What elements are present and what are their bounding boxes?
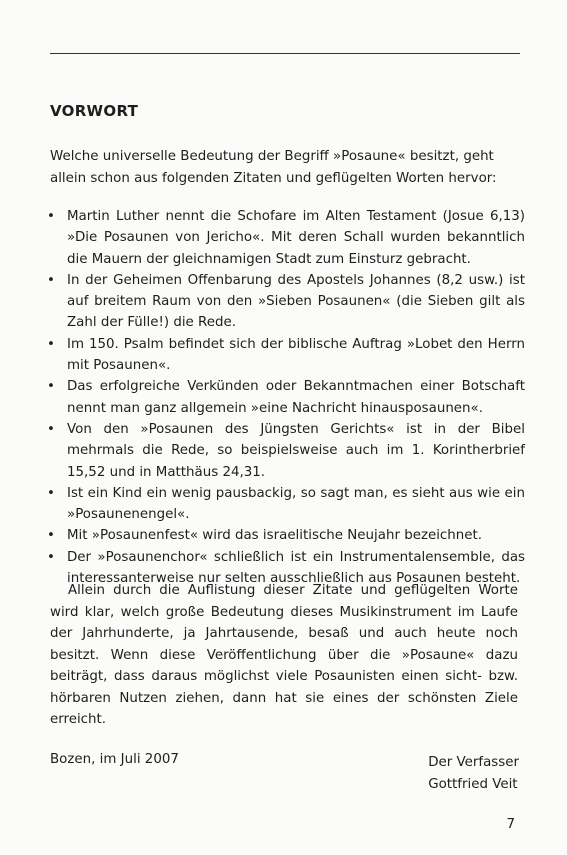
signature-block [428,752,519,796]
top-rule [50,53,520,54]
bullet-icon: • [47,272,55,288]
list-item [47,376,525,419]
list-item [47,483,525,526]
list-item-text: Das erfolgreiche Verkünden oder Bekanntmachen einer Botschaft nennt man ganz allgemein »eine Nachricht hinausposaunen«. [67,379,525,416]
page-number: 7 [506,817,515,832]
bullet-icon: • [47,209,55,224]
list-item [47,270,525,334]
list-item-text: Mit »Posaunenfest« wird das israelitische Neujahr bezeichnet. [67,528,483,544]
list-item [47,334,525,377]
bullet-icon: • [47,336,55,352]
bullet-icon: • [47,485,55,501]
closing-paragraph: Allein durch die Auflistung dieser Zitate und geflügelten Worte wird klar, welch große Bedeutung dieses Musikinstrument im Laufe der Jahrhunderte, ja Jahrtausende, besaß und auch heute noch besitzt. Wenn diese Veröffentlichung über die »Posaune« dazu beiträgt, dass daraus möglichst viele Posaunisten einen sicht- bzw. hörbaren Nutzen ziehen, dann hat sie eines der schönsten Ziele erreicht. [50,583,518,727]
quote-list [47,206,525,589]
list-item [47,419,525,483]
list-item [47,206,525,270]
bullet-icon: • [47,549,55,565]
list-item-text: Ist ein Kind ein wenig pausbackig, so sagt man, es sieht aus wie ein »Posaunenengel«. [67,485,525,523]
signature-name: Gottfried Veit [428,777,518,792]
list-item-text: Im 150. Psalm befindet sich der biblische Auftrag »Lobet den Herrn mit Posaunen«. [67,336,525,374]
bullet-icon: • [47,421,55,437]
intro-paragraph: Welche universelle Bedeutung der Begriff »Posaune« besitzt, geht allein schon aus folgenden Zitaten und geflügelten Worten hervor: [50,149,497,186]
place-date: Bozen, im Juli 2007 [50,752,179,767]
signature-role: Der Verfasser [428,755,519,770]
list-item-text: Von den »Posaunen des Jüngsten Gerichts« ist in der Bibel mehrmals die Rede, so beispielsweise auch im 1. Korintherbrief 15,52 und in Matthäus 24,31. [67,421,525,480]
list-item-text: Martin Luther nennt die Schofare im Alten Testament (Josue 6,13) »Die Posaunen von Jericho«. Mit deren Schall wurden bekanntlich die Mauern der gleichnamigen Stadt zum Einsturz gebracht. [67,209,525,267]
list-item-text: In der Geheimen Offenbarung des Apostels Johannes (8,2 usw.) ist auf breitem Raum von den »Sieben Posaunen« (die Sieben gilt als Zahl der Fülle!) die Rede. [67,272,525,331]
list-item-text: Der »Posaunenchor« schließlich ist ein Instrumentalensemble, das interessanterweise nur selten ausschließlich aus Posaunen besteht. [67,549,525,587]
bullet-icon: • [47,379,55,395]
list-item [47,525,525,546]
page-title: VORWORT [50,102,139,120]
bullet-icon: • [47,528,55,544]
